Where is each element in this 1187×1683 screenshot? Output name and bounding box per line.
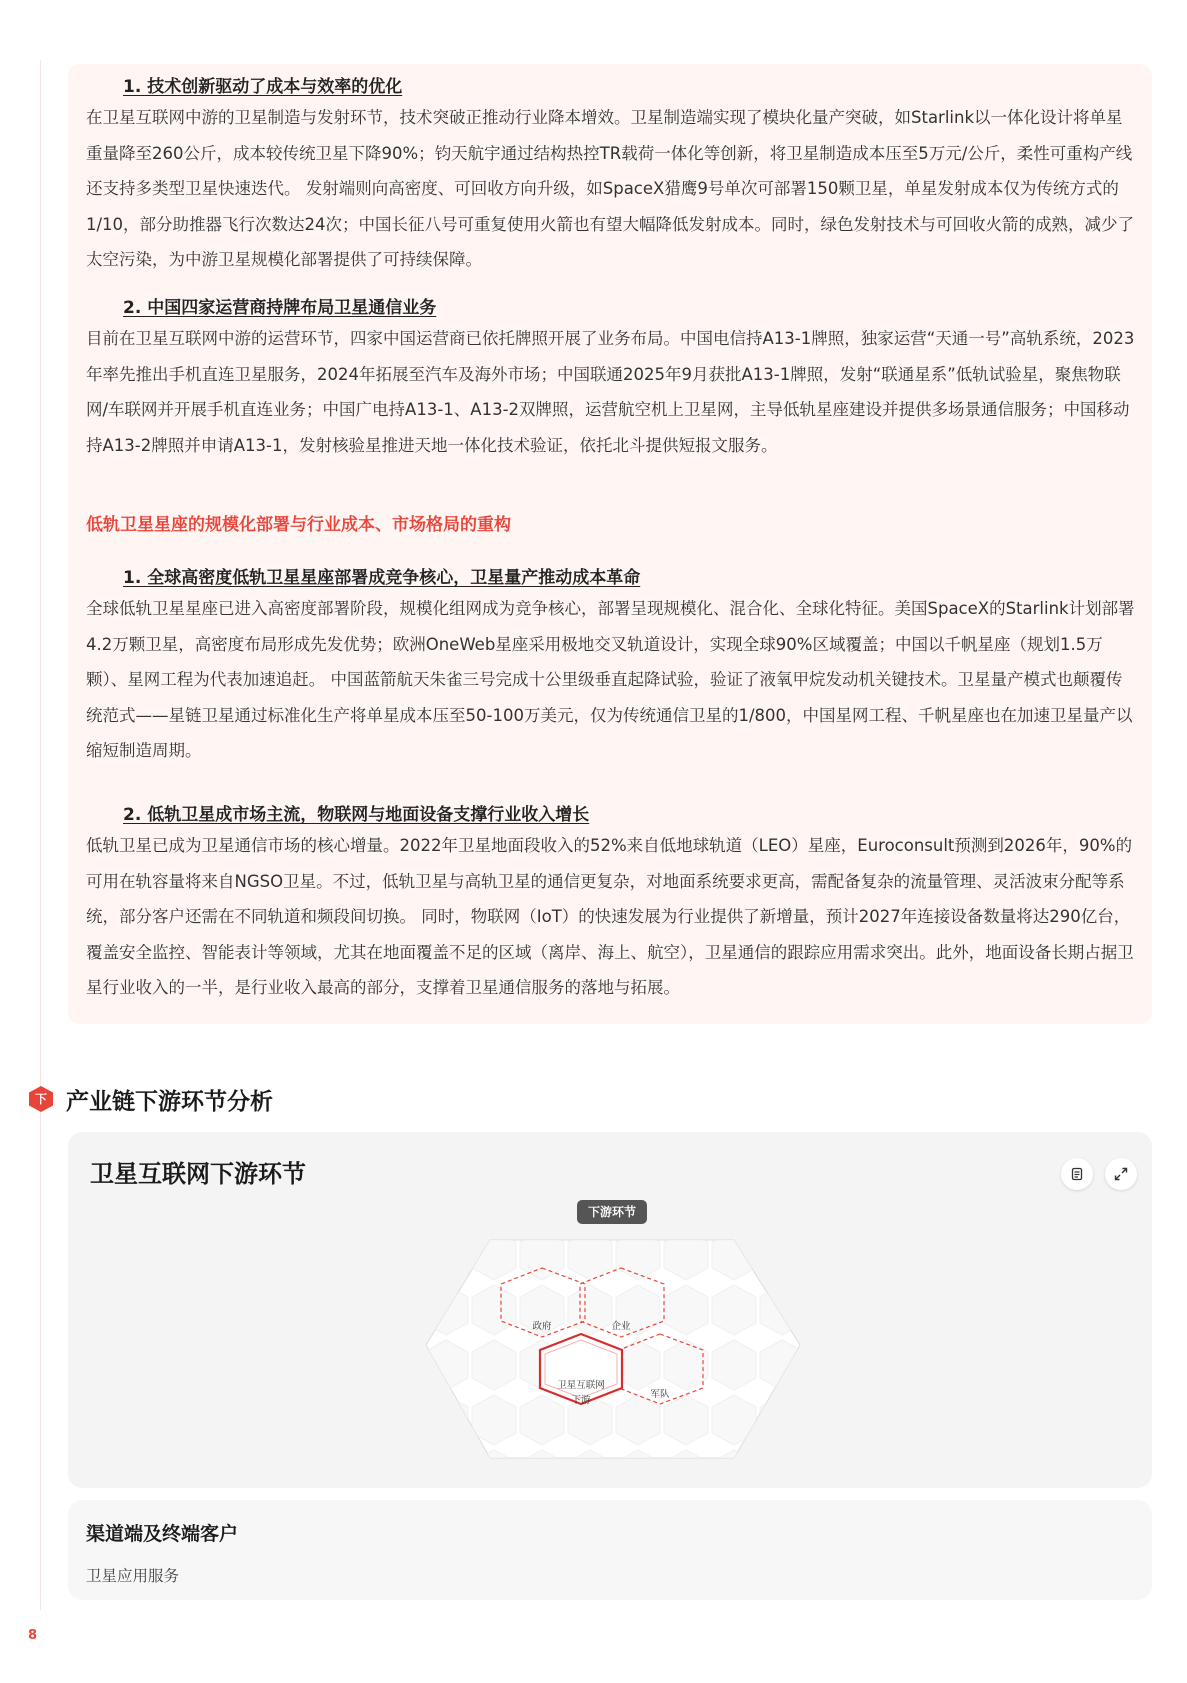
label-center bbox=[546, 1378, 616, 1408]
label-government: 政府 bbox=[532, 1321, 552, 1332]
channel-card bbox=[68, 1500, 1152, 1600]
operator-section-title: 2. 中国四家运营商持牌布局卫星通信业务 bbox=[123, 298, 437, 318]
section-title: 产业链下游环节分析 bbox=[66, 1089, 273, 1115]
label-center-line1: 卫星互联网 bbox=[557, 1380, 605, 1391]
tech-section-body: 在卫星互联网中游的卫星制造与发射环节，技术突破正推动行业降本增效。卫星制造端实现了模块化量产突破，如Starlink以一体化设计将单星重量降至260公斤，成本较传统卫星下降90%；钧天航宇通过结构热控TR载荷一体化等创新，将卫星制造成本压至5万元/公斤，柔性可重构产线还支持多类型卫星快速迭代。 发射端则向高密度、可回收方向升级，如SpaceX猎鹰9号单次可部署150颗卫星，单星发射成本仅为传统方式的1/10，部分助推器飞行次数达24次；中国长征八号可重复使用火箭也有望大幅降低发射成本。同时，绿色发射技术与可回收火箭的成熟，减少了太空污染，为中游卫星规模化部署提供了可持续保障。 bbox=[86, 108, 1135, 269]
leo-heading: 低轨卫星星座的规模化部署与行业成本、市场格局的重构 bbox=[86, 515, 511, 535]
channel-card-title: 渠道端及终端客户 bbox=[86, 1523, 239, 1545]
page-number: 8 bbox=[28, 1628, 38, 1643]
document-icon bbox=[1069, 1166, 1085, 1182]
channel-card-subtitle: 卫星应用服务 bbox=[86, 1567, 180, 1585]
document-button[interactable] bbox=[1061, 1158, 1093, 1190]
operator-section-body: 目前在卫星互联网中游的运营环节，四家中国运营商已依托牌照开展了业务布局。中国电信持A13-1牌照，独家运营“天通一号”高轨系统，2023年率先推出手机直连卫星服务，2024年拓展至汽车及海外市场；中国联通2025年9月获批A13-1牌照，发射“联通星系”低轨试验星，聚焦物联网/车联网并开展手机直连业务；中国广电持A13-1、A13-2双牌照，运营航空机上卫星网，主导低轨星座建设并提供多场景通信服务；中国移动持A13-2牌照并申请A13-1，发射核验星推进天地一体化技术验证，依托北斗提供短报文服务。 bbox=[86, 329, 1135, 455]
leo-section1-title: 1. 全球高密度低轨卫星星座部署成竞争核心，卫星量产推动成本革命 bbox=[123, 568, 641, 588]
label-enterprise: 企业 bbox=[611, 1321, 631, 1332]
leo-section2-body: 低轨卫星已成为卫星通信市场的核心增量。2022年卫星地面段收入的52%来自低地球轨道（LEO）星座，Euroconsult预测到2026年，90%的可用在轨容量将来自NGSO卫星。不过，低轨卫星与高轨卫星的通信更复杂，对地面系统要求更高，需配备复杂的流量管理、灵活波束分配等系统，部分客户还需在不同轨道和频段间切换。 同时，物联网（IoT）的快速发展为行业提供了新增量，预计2027年连接设备数量将达290亿台，覆盖安全监控、智能表计等领域，尤其在地面覆盖不足的区域（离岸、海上、航空），卫星通信的跟踪应用需求突出。此外，地面设备长期占据卫星行业收入的一半，是行业收入最高的部分，支撑着卫星通信服务的落地与拓展。 bbox=[86, 836, 1134, 997]
leo-section2-title: 2. 低轨卫星成市场主流，物联网与地面设备支撑行业收入增长 bbox=[123, 805, 590, 825]
leo-section1-body: 全球低轨卫星星座已进入高密度部署阶段，规模化组网成为竞争核心，部署呈现规模化、混合化、全球化特征。美国SpaceX的Starlink计划部署4.2万颗卫星，高密度布局形成先发优势；欧洲OneWeb星座采用极地交叉轨道设计，实现全球90%区域覆盖；中国以千帆星座（规划1.5万颗）、星网工程为代表加速追赶。 中国蓝箭航天朱雀三号完成十公里级垂直起降试验，验证了液氧甲烷发动机关键技术。卫星量产模式也颠覆传统范式——星链卫星通过标准化生产将单星成本压至50-100万美元，仅为传统通信卫星的1/800，中国星网工程、千帆星座也在加速卫星量产以缩短制造周期。 bbox=[86, 599, 1135, 760]
expand-button[interactable] bbox=[1105, 1158, 1137, 1190]
tech-section-title: 1. 技术创新驱动了成本与效率的优化 bbox=[123, 77, 403, 97]
section-icon-label: 下 bbox=[34, 1092, 47, 1106]
label-military: 军队 bbox=[650, 1389, 670, 1400]
expand-icon bbox=[1113, 1166, 1129, 1182]
diagram-card-title: 卫星互联网下游环节 bbox=[90, 1160, 306, 1188]
downstream-pill: 下游环节 bbox=[577, 1200, 647, 1224]
left-margin-rule bbox=[40, 60, 41, 1610]
hexagon-diagram bbox=[422, 1228, 802, 1466]
label-center-line2: 下游 bbox=[571, 1395, 591, 1406]
